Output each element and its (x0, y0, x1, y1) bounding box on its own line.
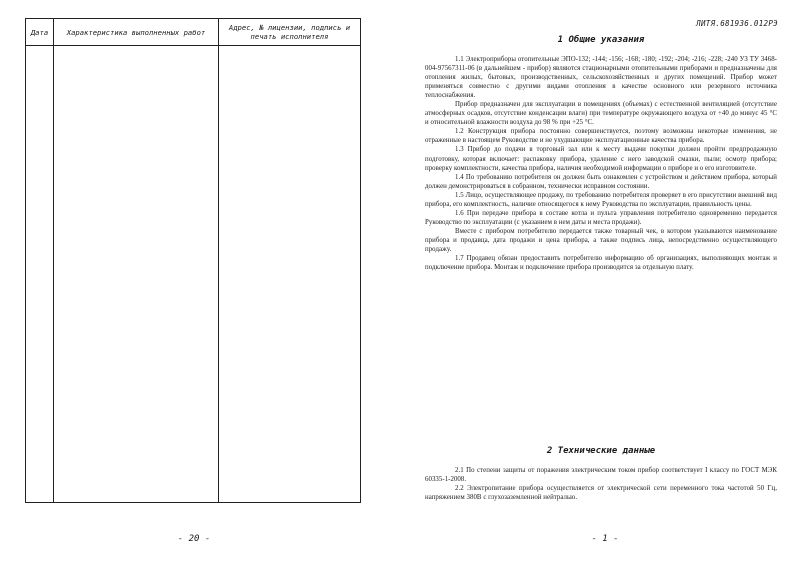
table-row (26, 46, 361, 503)
table-cell-work-description (54, 46, 219, 503)
table-header-row (26, 19, 361, 46)
column-header-date: Дата (26, 19, 54, 46)
table-cell-date (26, 46, 54, 503)
section-heading-general: 1 Общие указания (557, 35, 645, 45)
paragraph: 1.3 Прибор до подачи в торговый зал или к месту выдачи покупки должен пройти предпродажную подготовку, которая включает: распаковку прибора, удаление с него заводской смазки, пыли; осмотр прибора; проверку комплектности, качества прибора, наличия необходимой информации о приборе и о его изготовителе. (425, 146, 777, 172)
column-header-contractor-info: Адрес, № лицензии, подпись и печать исполнителя (219, 19, 361, 46)
paragraph: 2.2 Электропитание прибора осуществляется от электрической сети переменного тока частотой 50 Гц, напряжением 380В с глухозаземленной нейтралью. (425, 485, 777, 502)
column-header-work-description: Характеристика выполненных работ (54, 19, 219, 46)
document-code: ЛИТЯ.681936.012РЭ (696, 19, 778, 28)
paragraph: 1.7 Продавец обязан предоставить потребителю информацию об организациях, выполняющих монтаж и подключение прибора. Монтаж и подключение прибора производится за отдельную плату. (425, 255, 777, 272)
right-page (400, 0, 800, 566)
paragraph: 1.1 Электроприборы отопительные ЭПО-132; -144; -156; -168; -180; -192; -204; -216; -228; -240 УЗ ТУ 3468-004-97567311-06 (в дальнейшем - прибор) являются стационарными отопительными приборами и предназначены для отопления жилых, бытовых, производственных, сельскохозяйственных и других помещений. Прибор может применяться совместно с другими видами отопления в качестве основного или резервного источника теплоснабжения. (425, 56, 777, 100)
paragraph: 1.6 При передаче прибора в составе котла и пульта управления потребителю одновременно передается Руководство по эксплуатации (с указанием в нем даты и места продажи). (425, 209, 777, 226)
paragraph: 1.5 Лицо, осуществляющее продажу, по требованию потребителя проверяет в его присутствии внешний вид прибора, его комплектность, наличие относящегося к нему Руководства по эксплуатации, правильность цены. (425, 191, 777, 208)
page-number: - 20 - (177, 534, 211, 544)
table-cell-contractor-info (219, 46, 361, 503)
section-heading-technical: 2 Технические данные (546, 446, 656, 456)
section-body-technical (425, 466, 777, 502)
paragraph: 1.4 По требованию потребителя он должен быть ознакомлен с устройством и действием прибора, который должен демонстрироваться в собранном, технически исправном состоянии. (425, 173, 777, 190)
paragraph: Вместе с прибором потребителю передается также товарный чек, в котором указываются наименование прибора и продавца, дата продажи и цена прибора, а также подпись лица, непосредственно осуществляющего продажу. (425, 227, 777, 253)
service-record-table (25, 18, 361, 503)
page-number: - 1 - (591, 534, 619, 544)
paragraph: Прибор предназначен для эксплуатации в помещениях (объемах) с естественной вентиляцией (отсутствие атмосферных осадков, отсутствие конденсации влаги) при температуре окружающего воздуха от +40 до минус 45 °С и относительной влажности воздуха до 98 % при +25 °С. (425, 101, 777, 127)
paragraph: 2.1 По степени защиты от поражения электрическим током прибор соответствует I классу по ГОСТ МЭК 60335-1-2008. (425, 467, 777, 484)
section-body-general (425, 55, 777, 272)
paragraph: 1.2 Конструкция прибора постоянно совершенствуется, поэтому возможны некоторые изменения, не отраженные в настоящем Руководстве и не ухудшающие эксплуатационные качества прибора. (425, 128, 777, 145)
